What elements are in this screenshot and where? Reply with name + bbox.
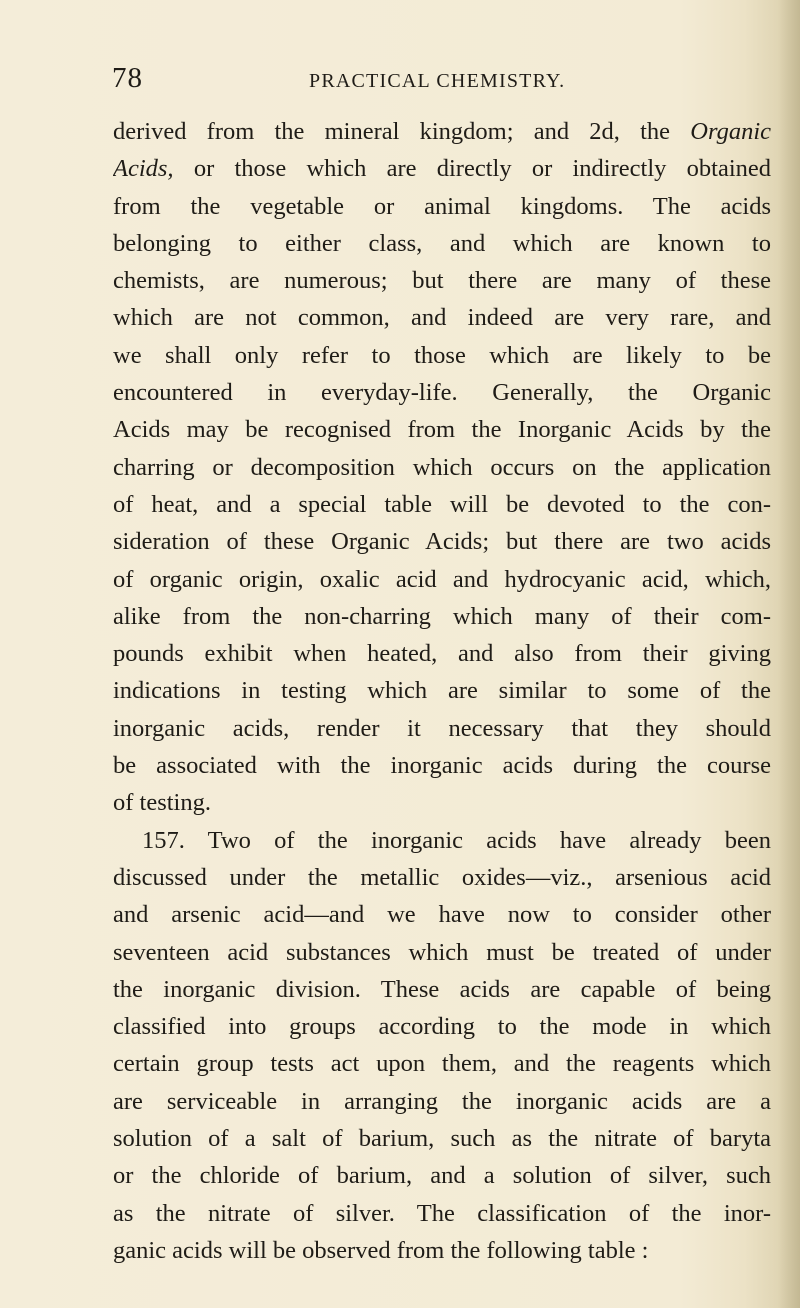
text-line: belonging to either class, and which are known to — [113, 229, 771, 257]
text-line: of heat, and a special table will be devoted to the con- — [113, 490, 771, 518]
text-line: seventeen acid substances which must be treated of under — [113, 938, 771, 966]
text-line: of testing. — [113, 789, 211, 817]
page-number: 78 — [112, 62, 143, 94]
text-line: ganic acids will be observed from the following table : — [113, 1236, 649, 1264]
text-line: indications in testing which are similar to some of the — [113, 677, 771, 705]
text-line: as the nitrate of silver. The classification of the inor- — [113, 1199, 771, 1227]
text-line: charring or decomposition which occurs on the application — [113, 453, 771, 481]
text-line: sideration of these Organic Acids; but there are two acids — [113, 528, 771, 556]
running-title: PRACTICAL CHEMISTRY. — [309, 70, 566, 92]
page-edge-shadow — [778, 0, 800, 1308]
text-line: solution of a salt of barium, such as the nitrate of baryta — [113, 1125, 771, 1153]
body-text — [113, 113, 771, 1269]
text-line: Acids may be recognised from the Inorganic Acids by the — [113, 416, 771, 444]
text-line: we shall only refer to those which are likely to be — [113, 341, 771, 369]
text-line: or the chloride of barium, and a solution of silver, such — [113, 1162, 771, 1190]
text-line: from the vegetable or animal kingdoms. The acids — [113, 192, 771, 220]
text-line: the inorganic division. These acids are capable of being — [113, 975, 771, 1003]
text-line: encountered in everyday-life. Generally, the Organic — [113, 379, 771, 407]
text-line: pounds exhibit when heated, and also from their giving — [113, 640, 771, 668]
text-line: which are not common, and indeed are very rare, and — [113, 304, 771, 332]
text-line: discussed under the metallic oxides—viz., arsenious acid — [113, 863, 771, 891]
text-line: Acids, or those which are directly or indirectly obtained — [113, 155, 771, 183]
text-line: chemists, are numerous; but there are many of these — [113, 267, 771, 295]
text-line: classified into groups according to the mode in which — [113, 1013, 771, 1041]
paragraph-157-first-line: 157. Two of the inorganic acids have already been — [142, 826, 771, 854]
text-line: of organic origin, oxalic acid and hydrocyanic acid, which, — [113, 565, 771, 593]
text-line: alike from the non-charring which many of their com- — [113, 602, 771, 630]
text-line: inorganic acids, render it necessary that they should — [113, 714, 771, 742]
text-line: and arsenic acid—and we have now to consider other — [113, 901, 771, 929]
text-line: derived from the mineral kingdom; and 2d, the Organic — [113, 118, 771, 145]
text-line: are serviceable in arranging the inorganic acids are a — [113, 1087, 771, 1115]
text-line: be associated with the inorganic acids during the course — [113, 752, 771, 780]
text-line: certain group tests act upon them, and the reagents which — [113, 1050, 771, 1078]
page-header — [0, 56, 800, 96]
